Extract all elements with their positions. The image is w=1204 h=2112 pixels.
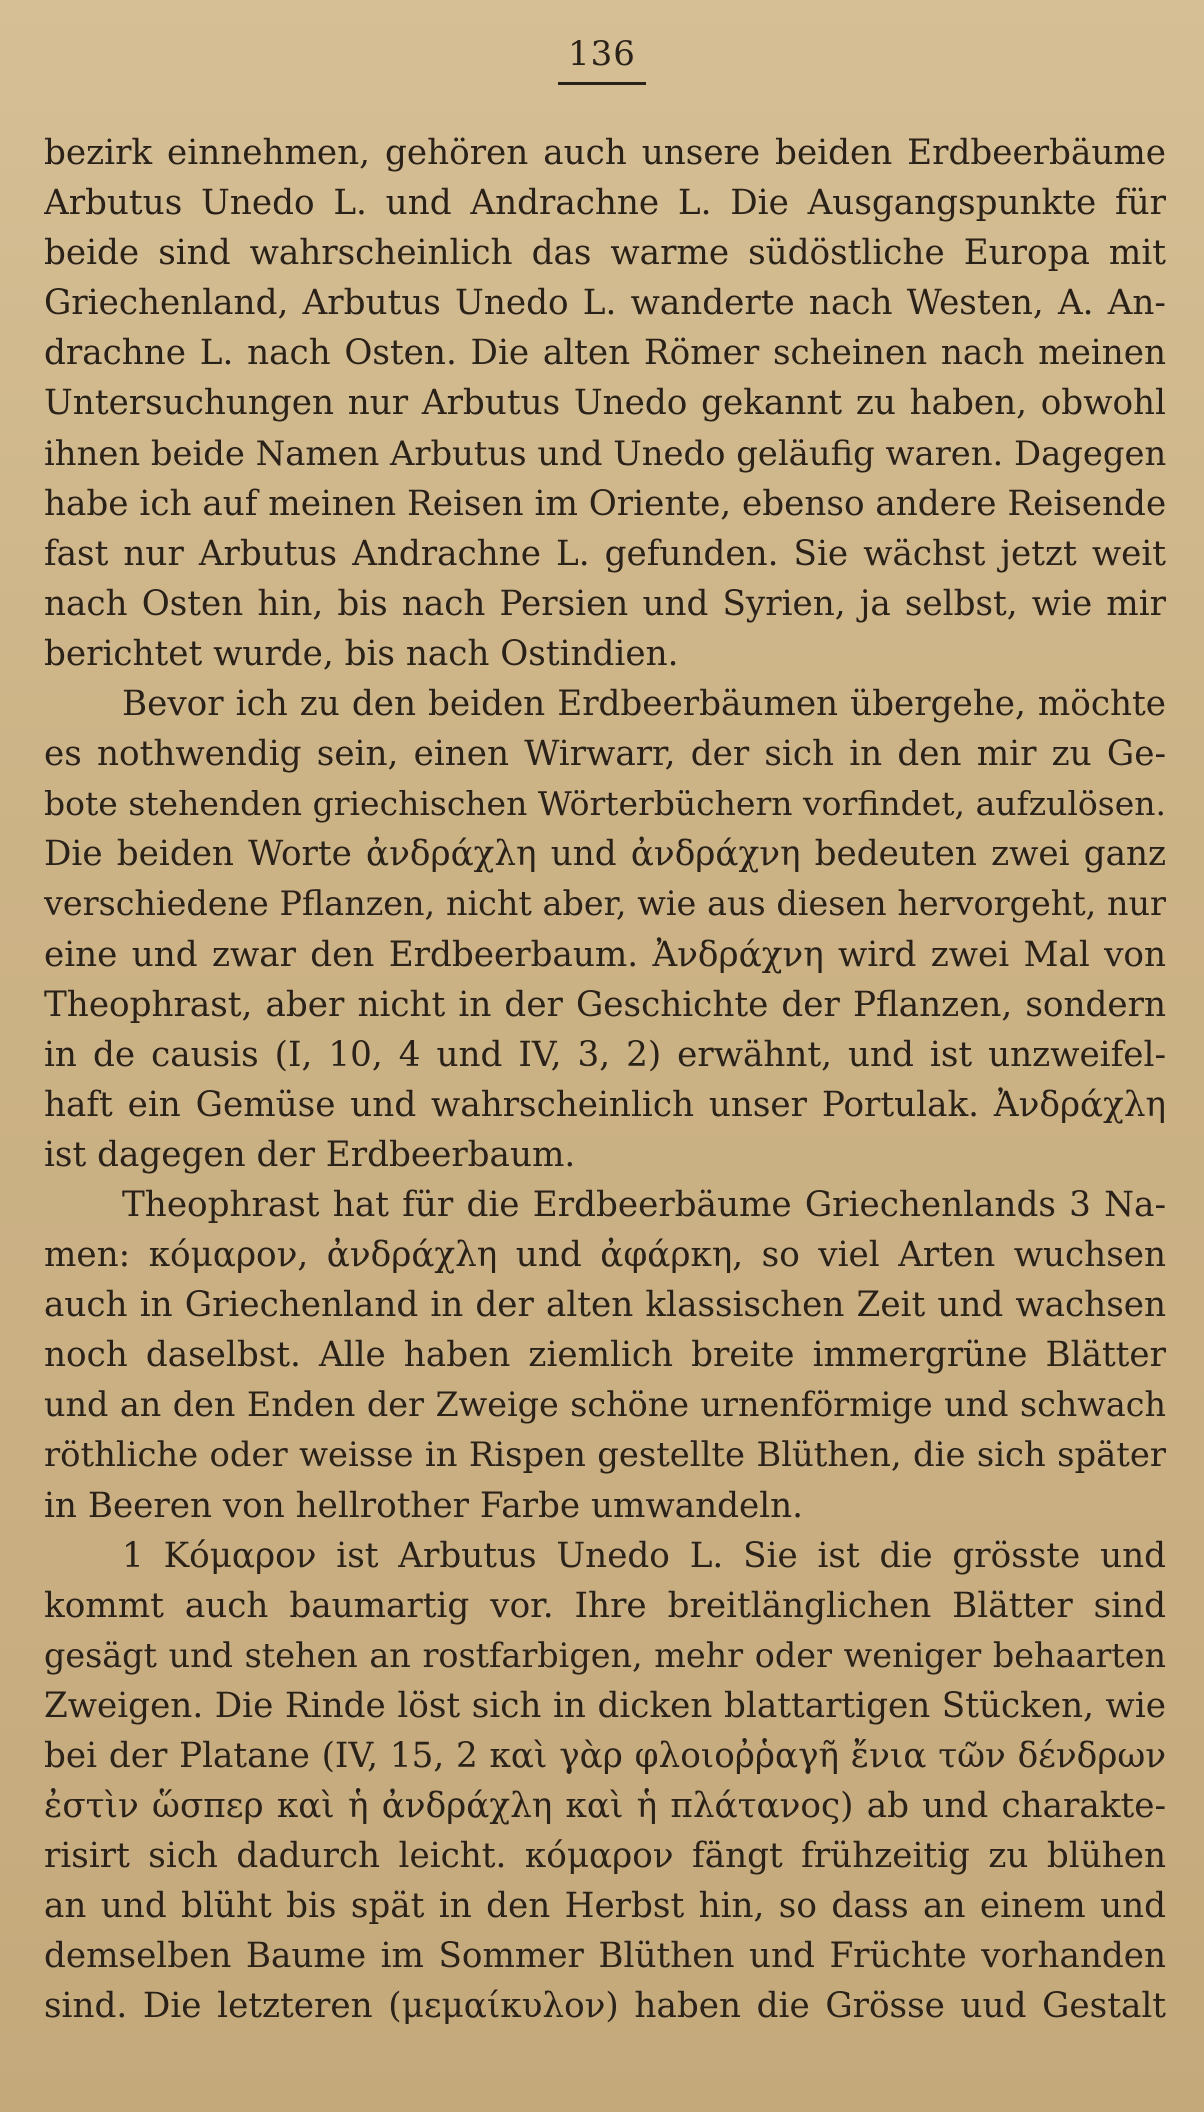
text-line: Theophrast, aber nicht in der Geschichte der Pflanzen, sondern [44,984,1166,1025]
text-line: noch daselbst. Alle haben ziemlich breite immergrüne Blätter [44,1335,1166,1376]
text-line: an und blüht bis spät in den Herbst hin, so dass an einem und [44,1886,1166,1927]
text-line: Untersuchungen nur Arbutus Unedo gekannt zu haben, obwohl [44,383,1166,424]
text-line: nach Osten hin, bis nach Persien und Syrien, ja selbst, wie mir [44,583,1166,624]
text-line: gesägt und stehen an rostfarbigen, mehr oder weniger behaarten [44,1635,1166,1675]
text-line: Theophrast hat für die Erdbeerbäume Griechenlands 3 Na- [122,1184,1166,1225]
text-line: es nothwendig sein, einen Wirwarr, der sich in den mir zu Ge- [44,734,1166,775]
text-line: bote stehenden griechischen Wörterbüchern vorfindet, aufzulösen. [44,784,1166,824]
text-line: fast nur Arbutus Andrachne L. gefunden. Sie wächst jetzt weit [44,533,1166,574]
text-line: ἐστὶν ὥσπερ καὶ ἡ ἀνδράχλη καὶ ἡ πλάτανος) ab und charakte- [44,1786,1166,1827]
text-line: ist dagegen der Erdbeerbaum. [44,1134,576,1175]
text-line: in Beeren von hellrother Farbe umwandeln. [44,1485,804,1526]
text-line: bei der Platane (IV, 15, 2 καὶ γὰρ φλοιοῤῥαγῆ ἔνια τῶν δένδρων [44,1736,1166,1776]
text-line: 1 Κόμαρον ist Arbutus Unedo L. Sie ist die grösste und [122,1535,1166,1576]
text-line: ihnen beide Namen Arbutus und Unedo geläufig waren. Dagegen [44,433,1166,473]
text-line: Griechenland, Arbutus Unedo L. wanderte nach Westen, A. An- [44,283,1166,324]
text-line: haft ein Gemüse und wahrscheinlich unser Portulak. Ἀνδράχλη [44,1084,1166,1125]
text-line: verschiedene Pflanzen, nicht aber, wie aus diesen hervorgeht, nur [44,884,1166,924]
text-line: berichtet wurde, bis nach Ostindien. [44,633,679,674]
text-line: eine und zwar den Erdbeerbaum. Ἀνδράχνη wird zwei Mal von [44,934,1166,975]
text-line: drachne L. nach Osten. Die alten Römer scheinen nach meinen [44,333,1166,374]
body-text [44,128,1166,2032]
text-line: Bevor ich zu den beiden Erdbeerbäumen übergehe, möchte [122,684,1166,725]
text-line: Zweigen. Die Rinde löst sich in dicken blattartigen Stücken, wie [44,1685,1166,1726]
text-line: kommt auch baumartig vor. Ihre breitlänglichen Blätter sind [44,1585,1166,1626]
text-line: bezirk einnehmen, gehören auch unsere beiden Erdbeerbäume [44,133,1166,173]
text-line: Die beiden Worte ἀνδράχλη und ἀνδράχνη bedeuten zwei ganz [44,834,1166,875]
text-line: risirt sich dadurch leicht. κόμαρον fängt frühzeitig zu blühen [44,1836,1166,1877]
page-number: 136 [568,34,636,74]
page-number-rule [558,82,646,85]
text-line: habe ich auf meinen Reisen im Oriente, ebenso andere Reisende [44,483,1166,524]
text-line: röthliche oder weisse in Rispen gestellte Blüthen, die sich später [44,1435,1166,1475]
text-line: Arbutus Unedo L. und Andrachne L. Die Ausgangspunkte für [44,183,1166,224]
text-line: und an den Enden der Zweige schöne urnenförmige und schwach [44,1385,1166,1425]
text-line: men: κόμαρον, ἀνδράχλη und ἀφάρκη, so viel Arten wuchsen [44,1235,1166,1276]
text-line: auch in Griechenland in der alten klassischen Zeit und wachsen [44,1285,1166,1326]
text-line: beide sind wahrscheinlich das warme südöstliche Europa mit [44,233,1166,274]
text-line: sind. Die letzteren (μεμαίκυλον) haben die Grösse uud Gestalt [44,1986,1166,2027]
text-line: demselben Baume im Sommer Blüthen und Früchte vorhanden [44,1936,1166,1977]
text-line: in de causis (I, 10, 4 und IV, 3, 2) erwähnt, und ist unzweifel- [44,1034,1166,1075]
